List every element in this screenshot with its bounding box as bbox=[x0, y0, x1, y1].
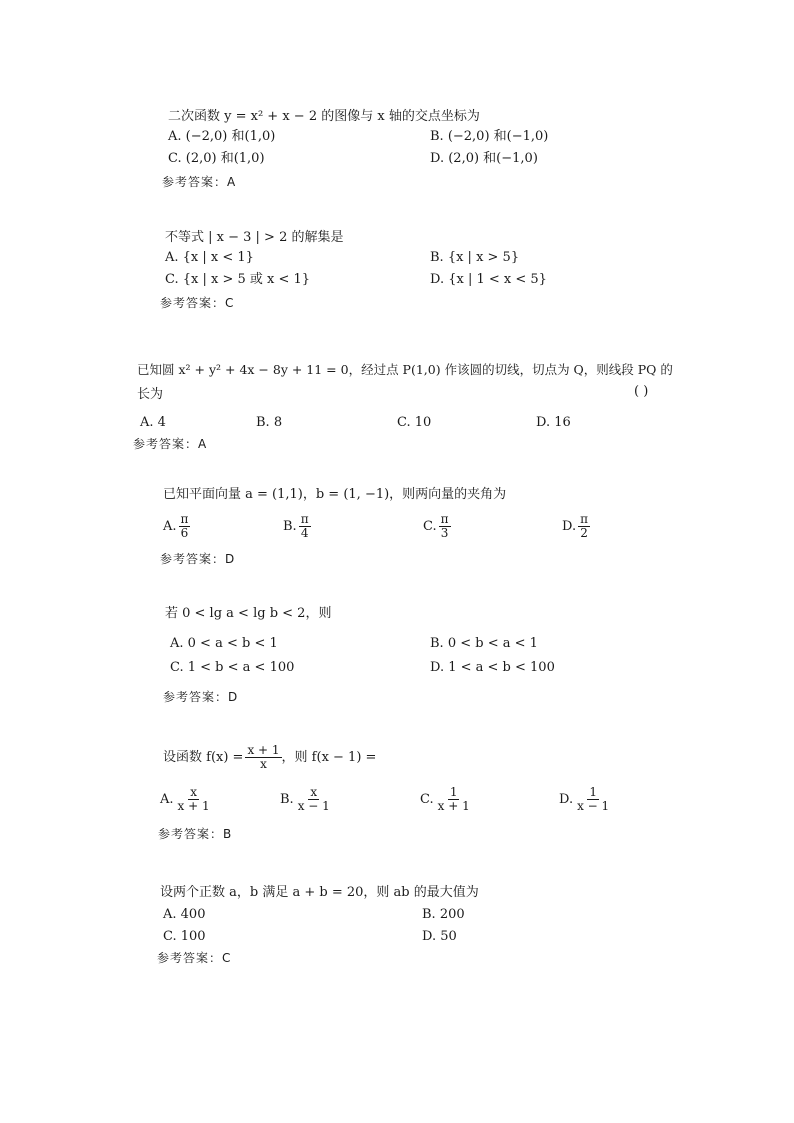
question-1-answer: 参考答案：A bbox=[162, 175, 237, 189]
question-5-stem: 若 0 < lg a < lg b < 2，则 bbox=[165, 606, 332, 621]
stem-prefix: 设函数 f(x) = bbox=[163, 750, 244, 765]
question-4-option-b bbox=[283, 513, 311, 540]
option-label: D. bbox=[562, 519, 577, 534]
question-1-option-d: D. (2,0) 和(−1,0) bbox=[430, 151, 538, 166]
question-7-answer: 参考答案：C bbox=[157, 951, 232, 965]
question-3-stem-line-1: 已知圆 x² + y² + 4x − 8y + 11 = 0，经过点 P(1,0) 作该圆的切线，切点为 Q，则线段 PQ 的 bbox=[137, 362, 673, 377]
denominator: 2 bbox=[580, 526, 588, 540]
numerator: 1 bbox=[589, 785, 597, 799]
denominator: x − 1 bbox=[577, 799, 610, 813]
question-5-option-c: C. 1 < b < a < 100 bbox=[170, 660, 295, 675]
question-2-stem: 不等式 | x − 3 | > 2 的解集是 bbox=[165, 230, 344, 245]
question-5-option-d: D. 1 < a < b < 100 bbox=[430, 660, 555, 675]
question-3-option-a: A. 4 bbox=[140, 415, 166, 430]
question-5-answer: 参考答案：D bbox=[163, 690, 239, 704]
question-1-option-b: B. (−2,0) 和(−1,0) bbox=[430, 129, 549, 144]
numerator: π bbox=[180, 512, 189, 526]
option-label: B. bbox=[280, 792, 294, 807]
question-6-option-d bbox=[559, 786, 611, 813]
question-4-answer: 参考答案：D bbox=[160, 552, 236, 566]
question-7-stem: 设两个正数 a，b 满足 a + b = 20，则 ab 的最大值为 bbox=[160, 885, 479, 900]
question-4-option-c bbox=[423, 513, 451, 540]
numerator: π bbox=[440, 512, 449, 526]
option-label: D. bbox=[559, 792, 574, 807]
denominator: x − 1 bbox=[297, 799, 330, 813]
numerator: x + 1 bbox=[247, 743, 280, 757]
option-label: C. bbox=[423, 519, 437, 534]
question-1-option-a: A. (−2,0) 和(1,0) bbox=[168, 129, 276, 144]
question-6-stem bbox=[163, 744, 376, 772]
question-2-option-d: D. {x | 1 < x < 5} bbox=[430, 272, 547, 287]
stem-suffix: ，则 f(x − 1) = bbox=[281, 750, 377, 765]
option-label: A. bbox=[163, 519, 177, 534]
fraction bbox=[296, 786, 332, 813]
question-7-option-b: B. 200 bbox=[422, 907, 465, 922]
question-1-stem: 二次函数 y = x² + x − 2 的图像与 x 轴的交点坐标为 bbox=[168, 109, 480, 124]
question-2-option-b: B. {x | x > 5} bbox=[430, 250, 520, 265]
question-7-option-c: C. 100 bbox=[163, 929, 206, 944]
option-label: A. bbox=[160, 792, 174, 807]
question-1-option-c: C. (2,0) 和(1,0) bbox=[168, 151, 265, 166]
question-7-option-d: D. 50 bbox=[422, 929, 457, 944]
numerator: x bbox=[310, 785, 318, 799]
question-2-option-c: C. {x | x > 5 或 x < 1} bbox=[165, 272, 311, 287]
denominator: x + 1 bbox=[177, 799, 210, 813]
fraction bbox=[575, 786, 611, 813]
denominator: 6 bbox=[180, 526, 189, 540]
fraction bbox=[176, 786, 212, 813]
question-5-option-b: B. 0 < b < a < 1 bbox=[430, 636, 538, 651]
fraction bbox=[299, 513, 311, 540]
fraction bbox=[436, 786, 472, 813]
question-2-option-a: A. {x | x < 1} bbox=[165, 250, 254, 265]
question-4-stem: 已知平面向量 a = (1,1)，b = (1, −1)，则两向量的夹角为 bbox=[163, 487, 507, 502]
question-3-answer-paren: ( ) bbox=[634, 384, 649, 399]
question-4-option-a bbox=[163, 513, 190, 540]
question-3-option-c: C. 10 bbox=[397, 415, 432, 430]
denominator: x bbox=[260, 757, 267, 771]
fraction bbox=[578, 513, 590, 540]
numerator: π bbox=[580, 512, 588, 526]
option-label: B. bbox=[283, 519, 297, 534]
question-3-stem-line-2: 长为 bbox=[137, 387, 164, 402]
question-2-answer: 参考答案：C bbox=[160, 296, 235, 310]
question-3-option-b: B. 8 bbox=[256, 415, 283, 430]
question-6-option-a bbox=[160, 786, 212, 813]
fraction bbox=[245, 744, 281, 771]
denominator: 4 bbox=[300, 526, 309, 540]
numerator: x bbox=[190, 785, 197, 799]
numerator: π bbox=[300, 512, 309, 526]
question-6-option-b bbox=[280, 786, 332, 813]
question-5-option-a: A. 0 < a < b < 1 bbox=[170, 636, 278, 651]
fraction bbox=[179, 513, 191, 540]
question-6-option-c bbox=[420, 786, 472, 813]
fraction bbox=[439, 513, 451, 540]
question-3-answer: 参考答案：A bbox=[133, 437, 208, 451]
numerator: 1 bbox=[449, 785, 458, 799]
option-label: C. bbox=[420, 792, 434, 807]
question-6-answer: 参考答案：B bbox=[158, 827, 233, 841]
question-7-option-a: A. 400 bbox=[163, 907, 206, 922]
denominator: 3 bbox=[440, 526, 449, 540]
question-4-option-d bbox=[562, 513, 590, 540]
denominator: x + 1 bbox=[437, 799, 470, 813]
question-3-option-d: D. 16 bbox=[536, 415, 571, 430]
